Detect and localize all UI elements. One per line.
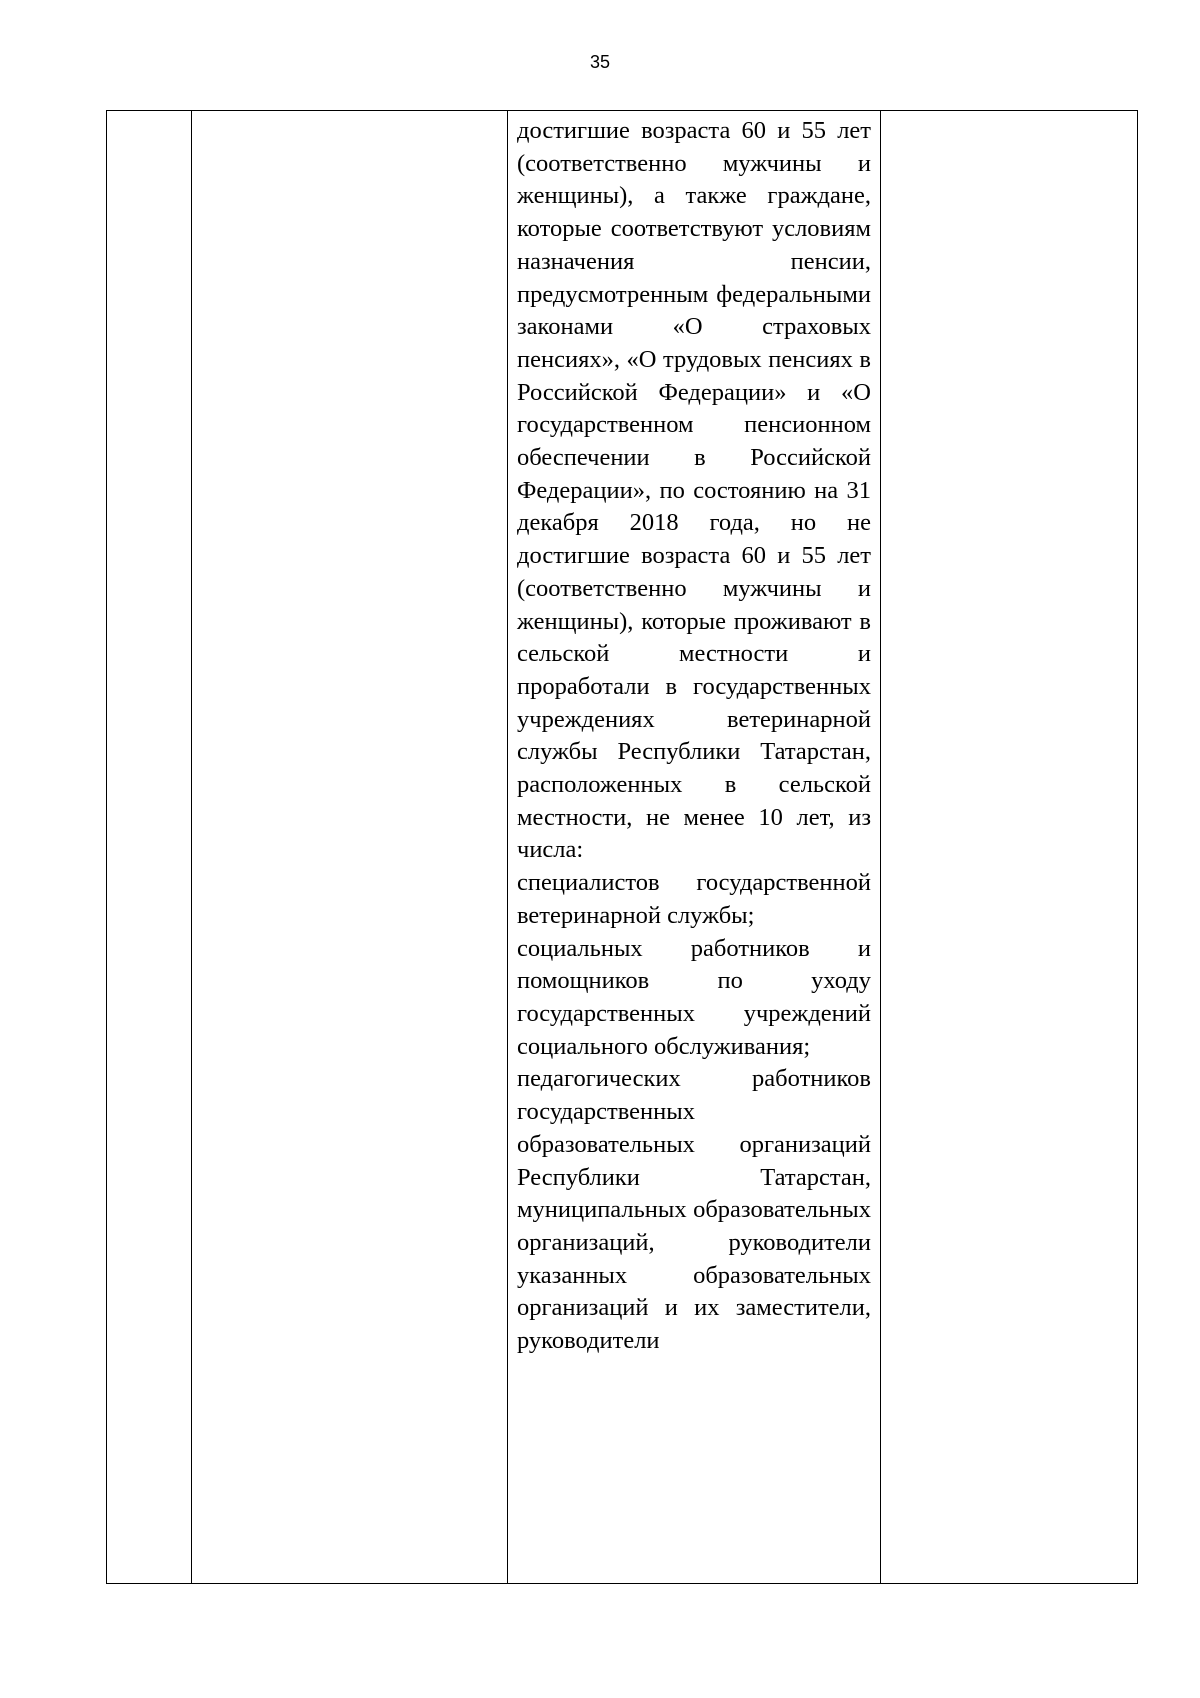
paragraph-veterinary-specialists: специалистов государственной ветеринарной службы; (517, 869, 871, 929)
table-cell-col2 (192, 111, 508, 1584)
table-cell-col1 (107, 111, 192, 1584)
table-cell-col3 (508, 111, 881, 1584)
page-number: 35 (589, 52, 611, 72)
table-cell-col4 (881, 111, 1138, 1584)
paragraph-eligibility: достигшие возраста 60 и 55 лет (соответственно мужчины и женщины), а также граждане, которые соответствуют условиям назначения пенсии, предусмотренным федеральными законами «О страховых пенсиях», «О трудовых пенсиях в Российской Федерации» и «О государственном пенсионном обеспечении в Российской Федерации», по состоянию на 31 декабря 2018 года, но не достигшие возраста 60 и 55 лет (соответственно мужчины и женщины), которые проживают в сельской местности и проработали в государственных учреждениях ветеринарной службы Республики Татарстан, расположенных в сельской местности, не менее 10 лет, из числа: (517, 117, 871, 864)
document-table (106, 110, 1138, 1584)
paragraph-social-workers: социальных работников и помощников по уходу государственных учреждений социального обслуживания; (517, 934, 871, 1060)
table-row (107, 111, 1138, 1584)
paragraph-teachers: педагогических работников государственных образовательных организаций Республики Татарстан, муниципальных образовательных организаций, руководители указанных образовательных организаций и их заместители, руководители (517, 1065, 871, 1355)
